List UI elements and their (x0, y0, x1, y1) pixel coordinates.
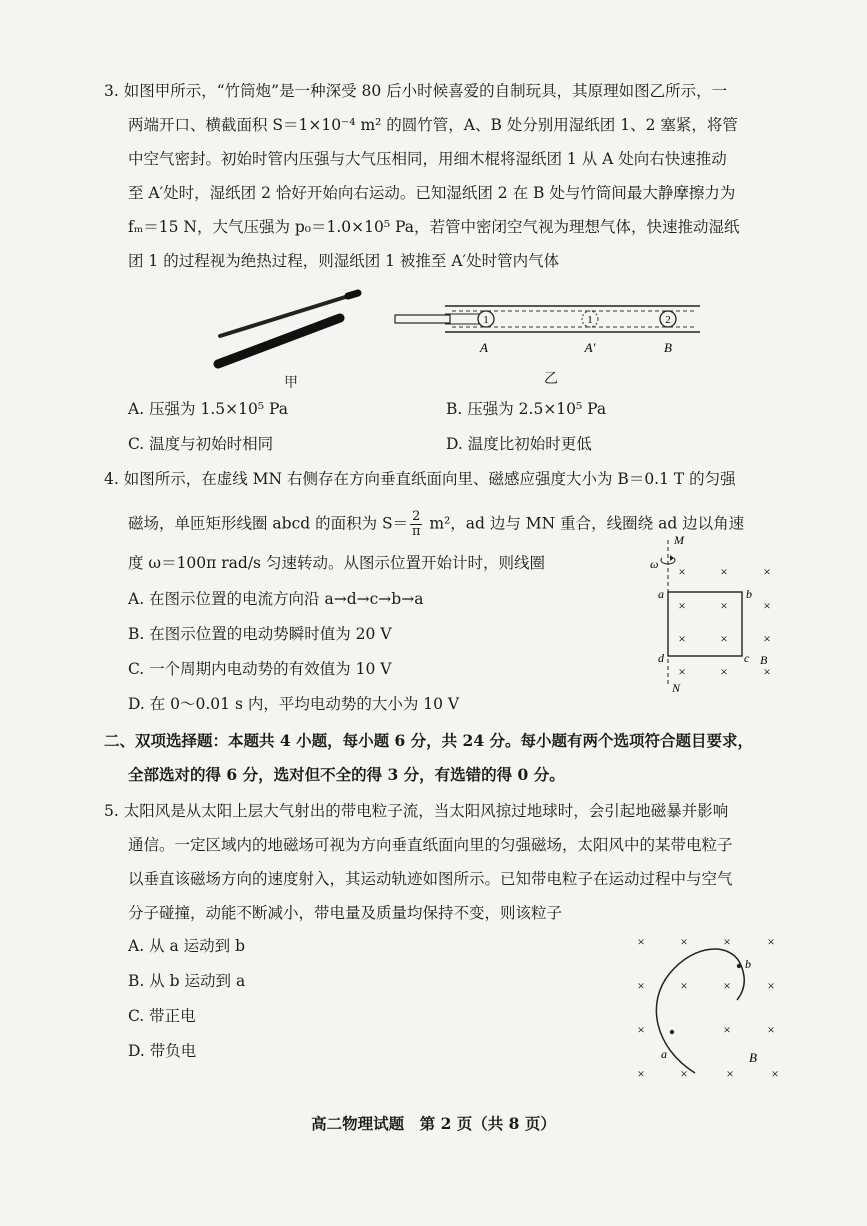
q3-line-2: 两端开口、横截面积 S＝1×10⁻⁴ m² 的圆竹管，A、B 处分别用湿纸团 1、2 塞紧，将管 (128, 116, 738, 134)
q3-option-d: D. 温度比初始时更低 (446, 435, 592, 453)
label-M: M (674, 533, 684, 547)
figure-coil-magnetic-field (640, 530, 790, 700)
q3-option-b: B. 压强为 2.5×10⁵ Pa (446, 400, 607, 418)
wad-2-label: 2 (665, 314, 671, 326)
cross-mark: × (637, 934, 645, 949)
q3-line-4: 至 A′处时，湿纸团 2 恰好开始向右运动。已知湿纸团 2 在 B 处与竹筒间最大静摩擦力为 (128, 184, 736, 202)
cross-mark: × (723, 934, 731, 949)
cross-mark: × (680, 1066, 688, 1081)
q4-option-c: C. 一个周期内电动势的有效值为 10 V (128, 660, 392, 678)
page-footer: 高二物理试题 第 2 页（共 8 页） (311, 1114, 556, 1133)
figure-jia-caption: 甲 (284, 375, 298, 391)
cross-mark: × (720, 598, 728, 613)
cross-mark: × (678, 598, 686, 613)
cross-mark: × (723, 1022, 731, 1037)
figure-yi-tube-diagram (390, 300, 710, 360)
cross-mark: × (678, 631, 686, 646)
q3-line-3: 中空气密封。初始时管内压强与大气压相同，用细木棍将湿纸团 1 从 A 处向右快速推动 (128, 150, 727, 168)
q5-line-1: 5. 太阳风是从太阳上层大气射出的带电粒子流，当太阳风掠过地球时，会引起地磁暴并影响 (104, 802, 729, 820)
section-2-line-1: 二、双项选择题：本题共 4 小题，每小题 6 分，共 24 分。每小题有两个选项符合题目要求， (104, 731, 754, 750)
wad-1-label: 1 (483, 314, 489, 326)
q5-line-2: 通信。一定区域内的地磁场可视为方向垂直纸面向里的匀强磁场，太阳风中的某带电粒子 (128, 836, 733, 854)
cross-mark: × (763, 664, 771, 679)
cross-mark: × (726, 1066, 734, 1081)
label-omega: ω (650, 557, 659, 571)
point-B-label: B (664, 340, 672, 355)
q5-line-4: 分子碰撞，动能不断减小，带电量及质量均保持不变，则该粒子 (128, 904, 563, 922)
cross-mark: × (680, 934, 688, 949)
q5-option-d: D. 带负电 (128, 1042, 197, 1060)
cross-mark: × (680, 978, 688, 993)
cross-mark: × (637, 1066, 645, 1081)
vertex-d: d (658, 651, 664, 665)
q5-line-3: 以垂直该磁场方向的速度射入，其运动轨迹如图所示。已知带电粒子在运动过程中与空气 (128, 870, 733, 888)
cross-mark: × (771, 1066, 779, 1081)
q3-option-a: A. 压强为 1.5×10⁵ Pa (128, 400, 288, 418)
q4-line-1: 4. 如图所示，在虚线 MN 右侧存在方向垂直纸面向里、磁感应强度大小为 B＝0.1 T 的匀强 (104, 470, 736, 488)
q4-option-a: A. 在图示位置的电流方向沿 a→d→c→b→a (128, 590, 424, 608)
point-a-label: a (661, 1047, 667, 1061)
q4-option-d: D. 在 0～0.01 s 内，平均电动势的大小为 10 V (128, 695, 460, 713)
label-N: N (672, 681, 681, 695)
q4-option-b: B. 在图示位置的电动势瞬时值为 20 V (128, 625, 392, 643)
cross-mark: × (763, 564, 771, 579)
field-B-label: B (749, 1050, 757, 1065)
vertex-c: c (744, 651, 750, 665)
cross-mark: × (723, 978, 731, 993)
cross-mark: × (767, 978, 775, 993)
q3-line-5: fₘ＝15 N，大气压强为 p₀＝1.0×10⁵ Pa，若管中密闭空气视为理想气体，快速推动湿纸 (128, 218, 740, 236)
fraction-denominator: π (412, 524, 421, 539)
point-b-label: b (745, 957, 751, 971)
fraction-numerator: 2 (412, 509, 421, 524)
q3-line-6: 团 1 的过程视为绝热过程，则湿纸团 1 被推至 A′处时管内气体 (128, 252, 560, 270)
q3-option-c: C. 温度与初始时相同 (128, 435, 274, 453)
cross-mark: × (637, 978, 645, 993)
cross-mark: × (763, 631, 771, 646)
vertex-a: a (658, 587, 664, 601)
figure-particle-trajectory (625, 928, 790, 1088)
wad-1-prime-label: 1 (587, 314, 593, 326)
q5-option-c: C. 带正电 (128, 1007, 196, 1025)
cross-mark: × (767, 934, 775, 949)
cross-mark: × (767, 1022, 775, 1037)
cross-mark: × (678, 664, 686, 679)
vertex-b: b (746, 587, 752, 601)
field-B-label: B (760, 653, 768, 667)
cross-mark: × (678, 564, 686, 579)
q4-line-2-start: 磁场，单匝矩形线圈 abcd 的面积为 S＝ (128, 514, 409, 533)
point-Aprime-label: A′ (584, 340, 596, 355)
figure-jia-bamboo-cannon (210, 286, 370, 376)
cross-mark: × (720, 664, 728, 679)
cross-mark: × (763, 598, 771, 613)
q3-line-1: 3. 如图甲所示，“竹筒炮”是一种深受 80 后小时候喜爱的自制玩具，其原理如图乙所示，一 (104, 82, 728, 100)
q4-line-2-end: m²，ad 边与 MN 重合，线圈绕 ad 边以角速 (424, 514, 745, 533)
section-2-line-2: 全部选对的得 6 分，选对但不全的得 3 分，有选错的得 0 分。 (128, 765, 565, 784)
cross-mark: × (720, 564, 728, 579)
cross-mark: × (637, 1022, 645, 1037)
area-fraction (410, 510, 422, 539)
point-A-label: A (480, 340, 488, 355)
q4-line-3: 度 ω＝100π rad/s 匀速转动。从图示位置开始计时，则线圈 (128, 554, 545, 572)
q5-option-a: A. 从 a 运动到 b (128, 937, 245, 955)
cross-mark: × (720, 631, 728, 646)
q5-option-b: B. 从 b 运动到 a (128, 972, 246, 990)
figure-yi-caption: 乙 (544, 371, 558, 387)
